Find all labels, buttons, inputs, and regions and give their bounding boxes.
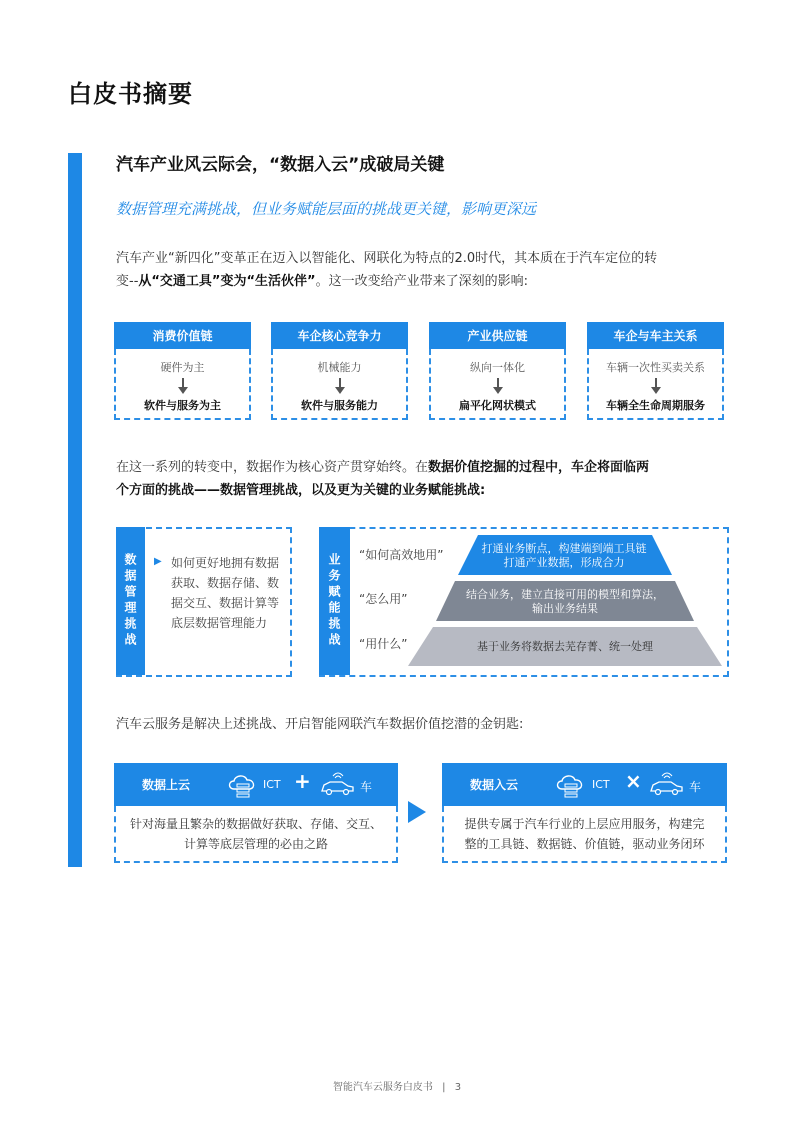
question-how-efficient: “如何高效地用” <box>359 548 444 562</box>
car-label: 车 <box>689 780 702 794</box>
card-title: 消费价值链 <box>114 322 251 349</box>
pyramid-tier-top-text: 打通业务断点，构建端到端工具链 打通产业数据，形成合力 <box>481 542 647 569</box>
pyramid-tier-base-text: 基于业务将数据去芜存菁、统一处理 <box>477 640 653 653</box>
pyramid-tier-middle-text: 结合业务，建立直接可用的模型和算法， 输出业务结果 <box>466 588 664 615</box>
challenge-paragraph: 在这一系列的转变中，数据作为核心资产贯穿始终。在数据价值挖掘的过程中，车企将面临两 个方面的挑战——数据管理挑战，以及更为关键的业务赋能挑战: <box>116 460 650 498</box>
card-to: 扁平化网状模式 <box>459 399 536 412</box>
page-footer <box>0 1078 794 1093</box>
intro-paragraph <box>116 247 728 293</box>
data-onto-cloud-title: 数据上云 <box>142 778 191 792</box>
plus-symbol: + <box>294 769 311 793</box>
data-onto-cloud-header <box>114 763 398 806</box>
card-consumer-value-chain <box>114 322 251 421</box>
ict-label: ICT <box>592 778 610 791</box>
key-paragraph: 汽车云服务是解决上述挑战、开启智能网联汽车数据价值挖潜的金钥匙: <box>116 717 524 732</box>
card-from: 硬件为主 <box>160 361 205 374</box>
card-from: 纵向一体化 <box>470 361 525 374</box>
intro-line-1: 汽车产业“新四化”变革正在迈入以智能化、网联化为特点的2.0时代，其本质在于汽车定位的转 <box>116 251 658 266</box>
play-arrow-icon <box>408 801 426 823</box>
card-from: 车辆一次性买卖关系 <box>606 361 705 374</box>
footer-page-number: 3 <box>454 1082 462 1093</box>
card-title: 产业供应链 <box>429 322 566 349</box>
ict-label: ICT <box>263 778 281 791</box>
card-to: 软件与服务能力 <box>301 399 378 412</box>
footer-doc-name: 智能汽车云服务白皮书 <box>332 1082 433 1093</box>
connected-car-icon <box>318 772 356 798</box>
question-what-to-use: “用什么” <box>359 637 408 651</box>
card-title: 车企核心竞争力 <box>271 322 408 349</box>
arrow-down-icon <box>339 378 341 388</box>
question-how-to-use: “怎么用” <box>359 592 408 606</box>
times-symbol: × <box>625 769 642 793</box>
section-title: 汽车产业风云际会，“数据入云”成破局关键 <box>116 155 445 175</box>
card-core-competence <box>271 322 408 421</box>
arrow-down-icon <box>497 378 499 388</box>
section-subtitle: 数据管理充满挑战，但业务赋能层面的挑战更关键，影响更深远 <box>116 200 537 218</box>
card-from: 机械能力 <box>317 361 362 374</box>
card-owner-relationship <box>587 322 724 421</box>
connected-car-icon <box>647 772 685 798</box>
card-title: 车企与车主关系 <box>587 322 724 349</box>
card-to: 车辆全生命周期服务 <box>606 399 705 412</box>
car-label: 车 <box>360 780 373 794</box>
data-management-label: 数据管理挑战 <box>116 527 145 675</box>
arrow-down-icon <box>655 378 657 388</box>
data-into-cloud-header <box>442 763 727 806</box>
section-accent-bar <box>68 153 82 867</box>
card-to: 软件与服务为主 <box>144 399 221 412</box>
data-into-cloud-title: 数据入云 <box>470 778 519 792</box>
arrow-down-icon <box>182 378 184 388</box>
intro-line-2: 变--从“交通工具”变为“生活伙伴”。这一改变给产业带来了深刻的影响: <box>116 274 528 289</box>
business-enablement-label: 业务赋能挑战 <box>319 527 350 675</box>
data-onto-cloud-body: 针对海量且繁杂的数据做好获取、存储、交互、 计算等底层管理的必由之路 <box>114 806 398 863</box>
page-title: 白皮书摘要 <box>68 80 193 108</box>
cloud-server-icon <box>554 771 588 799</box>
data-management-text: 如何更好地拥有数据获取、数据存储、数据交互、数据计算等底层数据管理能力 <box>171 556 280 630</box>
footer-separator: | <box>442 1082 446 1093</box>
cloud-server-icon <box>226 771 260 799</box>
card-supply-chain <box>429 322 566 421</box>
data-into-cloud-body: 提供专属于汽车行业的上层应用服务，构建完 整的工具链、数据链、价值链，驱动业务闭环 <box>442 806 727 863</box>
triangle-bullet-icon: ▶ <box>154 556 162 567</box>
